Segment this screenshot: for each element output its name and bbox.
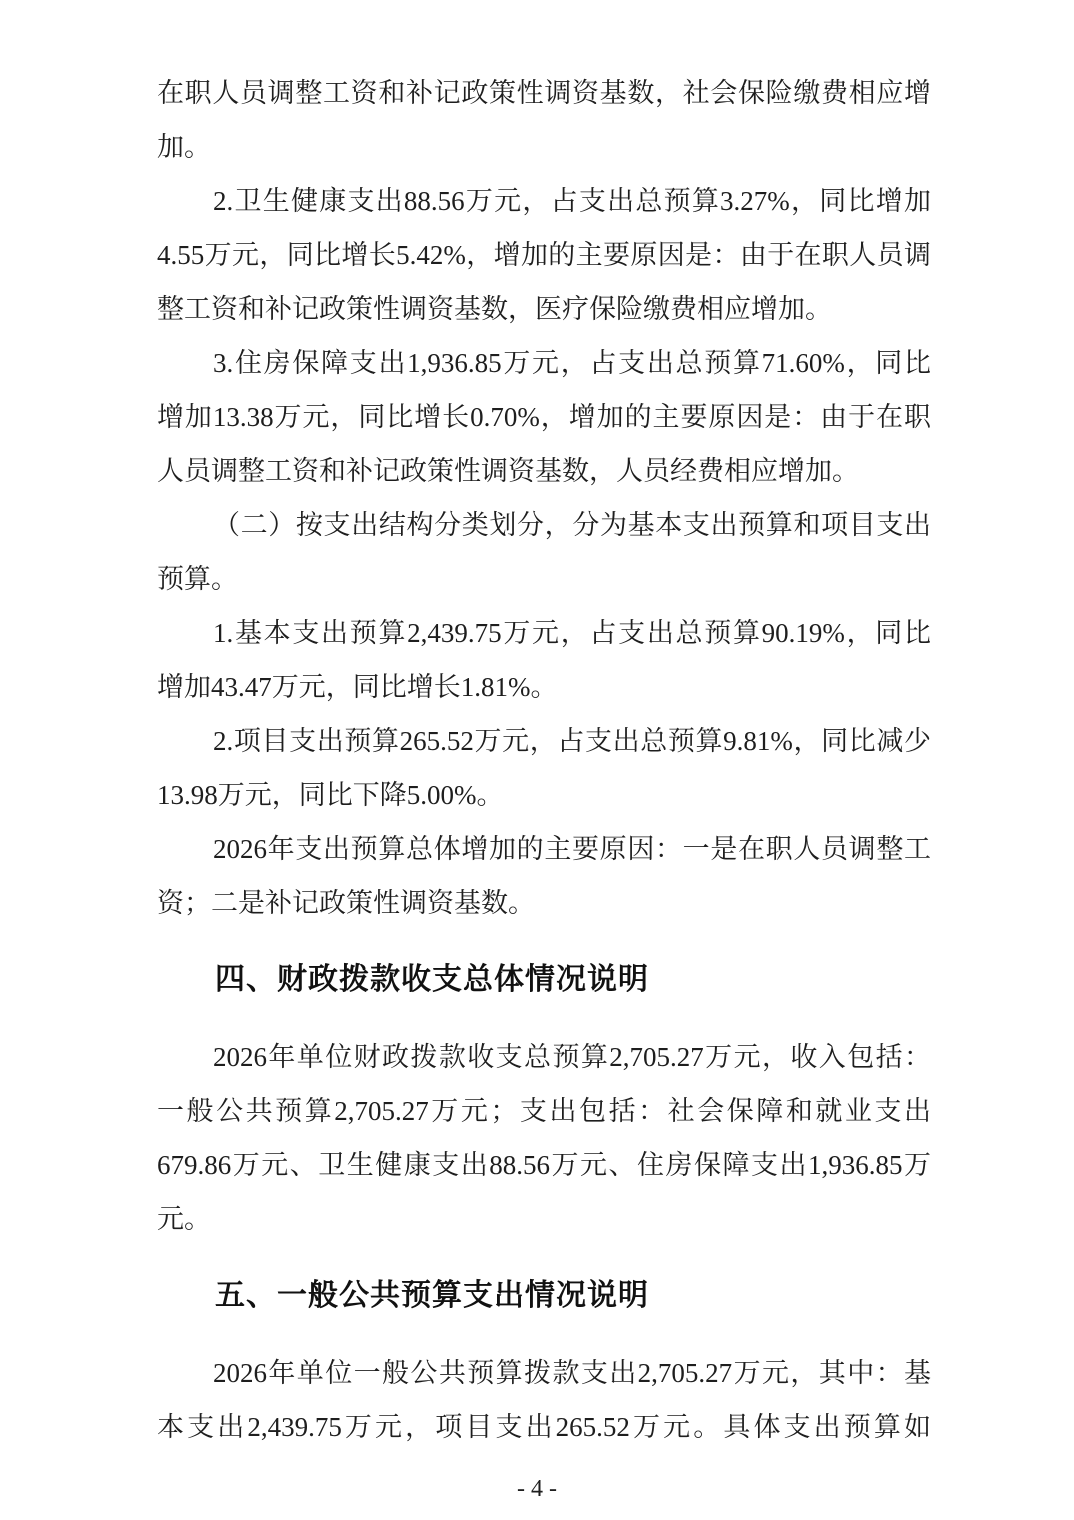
text-line: 资；二是补记政策性调资基数。 — [157, 888, 535, 918]
text-line: 2026年支出预算总体增加的主要原因：一是在职人员调整工 — [213, 834, 931, 864]
text-line: 本支出2,439.75万元，项目支出265.52万元。具体支出预算如 — [157, 1412, 931, 1442]
section-heading: 五、一般公共预算支出情况说明 — [215, 1279, 649, 1312]
text-line: 元。 — [157, 1204, 211, 1234]
page-number: - 4 - — [517, 1476, 557, 1502]
text-line: 加。 — [157, 132, 211, 162]
text-line: 2.卫生健康支出88.56万元，占支出总预算3.27%，同比增加 — [213, 186, 931, 216]
section-heading: 四、财政拨款收支总体情况说明 — [215, 963, 649, 996]
text-line: 2026年单位财政拨款收支总预算2,705.27万元，收入包括： — [213, 1042, 931, 1072]
text-line: 4.55万元，同比增长5.42%，增加的主要原因是：由于在职人员调 — [157, 240, 931, 270]
text-line: 在职人员调整工资和补记政策性调资基数，社会保险缴费相应增 — [157, 78, 931, 108]
text-line: 3.住房保障支出1,936.85万元，占支出总预算71.60%，同比 — [213, 348, 931, 378]
paragraph — [157, 174, 931, 336]
document-content — [157, 66, 931, 1454]
paragraph — [157, 606, 931, 714]
paragraph — [157, 822, 931, 930]
text-line: 一般公共预算2,705.27万元；支出包括：社会保障和就业支出 — [157, 1096, 931, 1126]
text-line: 679.86万元、卫生健康支出88.56万元、住房保障支出1,936.85万 — [157, 1150, 931, 1180]
text-line: 增加43.47万元，同比增长1.81%。 — [157, 672, 558, 702]
text-line: 13.98万元，同比下降5.00%。 — [157, 780, 504, 810]
text-line: （二）按支出结构分类划分，分为基本支出预算和项目支出 — [213, 510, 931, 540]
paragraph — [157, 498, 931, 606]
paragraph — [157, 336, 931, 498]
text-line: 2.项目支出预算265.52万元，占支出总预算9.81%，同比减少 — [213, 726, 931, 756]
paragraph — [157, 714, 931, 822]
paragraph — [157, 1346, 931, 1454]
text-line: 1.基本支出预算2,439.75万元，占支出总预算90.19%，同比 — [213, 618, 931, 648]
text-line: 人员调整工资和补记政策性调资基数，人员经费相应增加。 — [157, 456, 859, 486]
text-line: 2026年单位一般公共预算拨款支出2,705.27万元，其中：基 — [213, 1358, 931, 1388]
text-line: 增加13.38万元，同比增长0.70%，增加的主要原因是：由于在职 — [157, 402, 931, 432]
paragraph — [157, 66, 931, 174]
text-line: 预算。 — [157, 564, 238, 594]
text-line: 整工资和补记政策性调资基数，医疗保险缴费相应增加。 — [157, 294, 832, 324]
paragraph — [157, 1030, 931, 1246]
